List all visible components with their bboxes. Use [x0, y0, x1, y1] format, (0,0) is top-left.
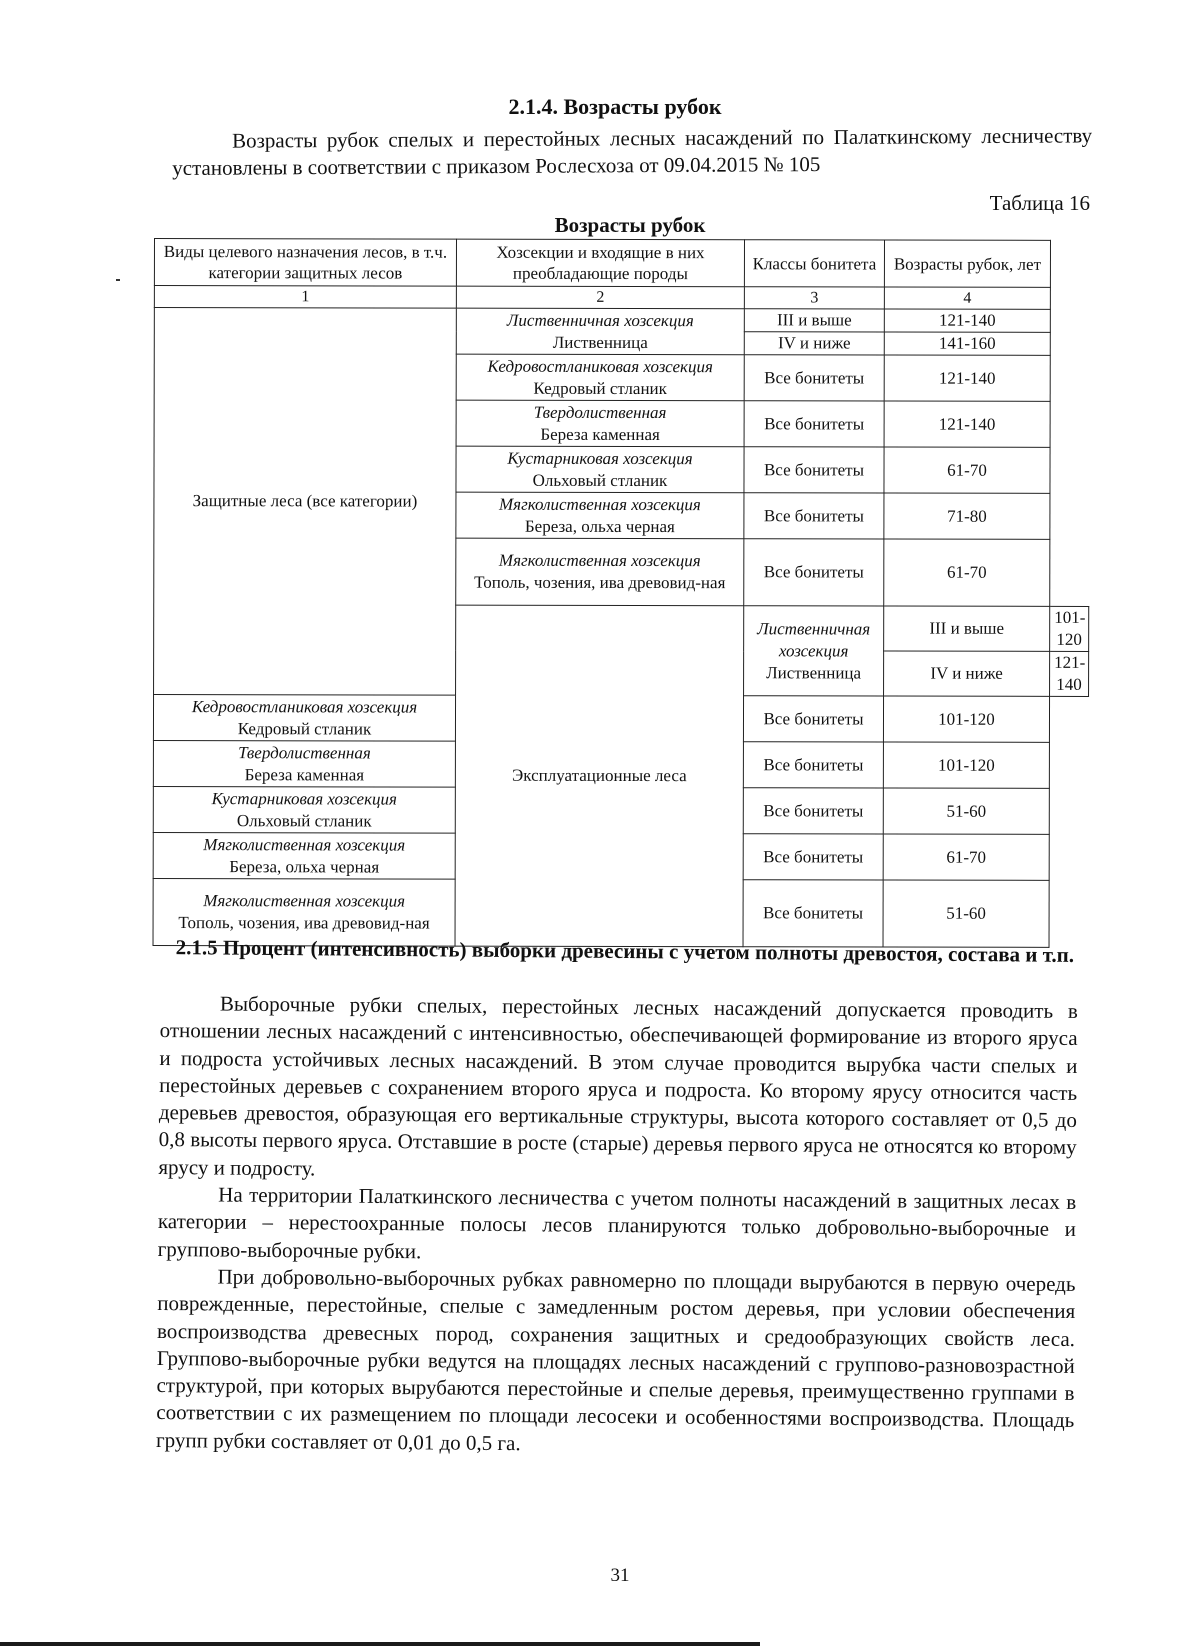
column-number-row — [154, 286, 1089, 310]
species-name: Береза, ольха черная — [229, 856, 380, 876]
species-name: Кедровый стланик — [237, 718, 372, 738]
section-cell — [153, 695, 455, 742]
section-name: Твердолиственная — [238, 742, 371, 762]
species-name: Береза, ольха черная — [524, 516, 675, 536]
species-name: Береза каменная — [540, 424, 660, 444]
class-cell: Все бонитеты — [743, 696, 883, 742]
section-name: Лиственничная хозсекция — [757, 618, 871, 660]
species-name: Кедровый стланик — [533, 378, 667, 398]
section-cell — [456, 354, 744, 401]
paragraph: Выборочные рубки спелых, перестойных лесных насаждений допускается проводить в отношении лесных насаждений с интенсивностью, обеспечивающей формирование из второго яруса и подроста устойчивых лесных насаждений. В этом случае проводится вырубка части спелых и перестойных деревьев с сохранением второго яруса и подроста. Ко второму ярусу относится часть деревьев древостоя, образующая его вертикальные структуры, высота которого составляет от 0,5 до 0,8 высоты первого яруса. Отставшие в росте (старые) деревья первого яруса не относятся ко второму ярусу и подросту. — [158, 991, 1078, 1181]
header-cell: Хозсекции и входящие в них преобладающие породы — [456, 239, 744, 287]
class-cell: Все бонитеты — [743, 880, 883, 947]
section-cell — [456, 400, 744, 447]
intro-paragraph: Возрасты рубок спелых и перестойных лесных насаждений по Палаткинскому лесничеству установлены в соответствии с приказом Рослесхоза от 09.04.2015 № 105 — [172, 123, 1093, 180]
class-cell: III и выше — [884, 606, 1050, 651]
species-name: Тополь, чозения, ива древовид-ная — [178, 913, 430, 933]
section-cell — [456, 446, 744, 493]
section-name: Мягколиственная хозсекция — [498, 550, 701, 571]
table-row — [154, 308, 1089, 333]
section-name: Мягколиственная хозсекция — [203, 891, 406, 911]
species-name: Лиственница — [766, 662, 862, 682]
class-cell: IV и ниже — [744, 332, 884, 355]
age-cell: 51-60 — [883, 880, 1049, 947]
section-cell — [153, 832, 455, 879]
class-cell: Все бонитеты — [744, 401, 884, 447]
section-name: Кедровостланиковая хозсекция — [191, 696, 418, 717]
age-cell: 101-120 — [883, 742, 1049, 788]
species-name: Лиственница — [552, 332, 648, 352]
header-cell: Виды целевого назначения лесов, в т.ч. категории защитных лесов — [154, 239, 456, 287]
class-cell: Все бонитеты — [744, 355, 884, 401]
header-cell: Классы бонитета — [744, 240, 884, 287]
age-cell: 61-70 — [884, 447, 1050, 493]
section-name: Кустарниковая хозсекция — [211, 788, 398, 809]
section-2-title: 2.1.5 Процент (интенсивность) выборки древесины с учетом полноты древостоя, состава и т.п. — [175, 935, 1075, 967]
bottom-rule — [0, 1642, 760, 1646]
table-title: Возрасты рубок — [554, 213, 706, 237]
section-cell — [153, 740, 455, 787]
age-cell: 121-140 — [884, 309, 1050, 332]
column-number: 1 — [154, 286, 456, 309]
class-cell: III и выше — [744, 309, 884, 332]
column-number: 4 — [884, 287, 1050, 309]
section-title: 2.1.4. Возрасты рубок — [508, 94, 722, 119]
forest-category-cell: Эксплуатационные леса — [455, 605, 744, 947]
header-cell: Возрасты рубок, лет — [884, 240, 1050, 287]
paragraph: На территории Палаткинского лесничества с учетом полноты насаждений в защитных лесах в категории – нерестоохранные полосы лесов планируются только добровольно-выборочные и группово-выборочные рубки. — [157, 1182, 1077, 1263]
forest-category-cell: Защитные леса (все категории) — [154, 308, 457, 696]
section-cell — [153, 786, 455, 833]
section-name: Кустарниковая хозсекция — [507, 448, 693, 468]
age-cell: 61-70 — [884, 539, 1050, 606]
class-cell: Все бонитеты — [744, 539, 884, 606]
page-number: 31 — [610, 1565, 630, 1586]
age-cell: 61-70 — [883, 834, 1049, 880]
section-name: Мягколиственная хозсекция — [203, 834, 406, 855]
section-cell — [456, 308, 744, 355]
age-cell: 101-120 — [1050, 606, 1089, 651]
column-number: 3 — [744, 287, 884, 309]
section-name: Кедровостланиковая хозсекция — [487, 356, 713, 376]
section-name: Мягколиственная хозсекция — [499, 494, 701, 514]
class-cell: Все бонитеты — [743, 788, 883, 834]
section-cell — [456, 538, 744, 606]
age-cell: 71-80 — [884, 493, 1050, 539]
age-cell: 121-140 — [884, 401, 1050, 447]
paragraph: При добровольно-выборочных рубках равномерно по площади вырубаются в первую очередь поврежденные, перестойные, спелые с замедленным ростом деревья, при условии обеспечения воспроизводства древесных пород, сохранения защитных и средообразующих свойств леса. Группово-выборочные рубки ведутся на площадях лесных насаждений с группово-разновозрастной структурой, при которых вырубаются перестойные и спелые деревья, преимущественно группами в соответствии с их размещением по площади лесосеки и особенностями воспроизводства. Площадь групп рубки составляет от 0,01 до 0,5 га. — [155, 1264, 1076, 1455]
class-cell: IV и ниже — [884, 651, 1050, 696]
species-name: Ольховый стланик — [236, 810, 372, 830]
species-name: Береза каменная — [244, 764, 365, 784]
section-cell — [744, 606, 884, 696]
class-cell: Все бонитеты — [744, 447, 884, 493]
species-name: Ольховый стланик — [532, 470, 668, 490]
section-name: Лиственничная хозсекция — [506, 310, 694, 330]
body-text — [156, 990, 1078, 1462]
class-cell: Все бонитеты — [743, 742, 883, 788]
section-cell — [456, 492, 744, 539]
scan-mark — [116, 279, 120, 281]
age-cell: 121-140 — [884, 355, 1050, 401]
class-cell: Все бонитеты — [744, 493, 884, 539]
cutting-ages-table — [153, 238, 1090, 948]
age-cell: 101-120 — [883, 696, 1049, 742]
age-cell: 51-60 — [883, 788, 1049, 834]
column-number: 2 — [456, 286, 744, 309]
table-label: Таблица 16 — [989, 191, 1090, 215]
table-header-row — [154, 239, 1089, 288]
age-cell: 141-160 — [884, 332, 1050, 355]
age-cell: 121-140 — [1050, 651, 1089, 696]
class-cell: Все бонитеты — [743, 834, 883, 880]
species-name: Тополь, чозения, ива древовид-ная — [474, 572, 726, 593]
section-name: Твердолиственная — [533, 402, 667, 422]
